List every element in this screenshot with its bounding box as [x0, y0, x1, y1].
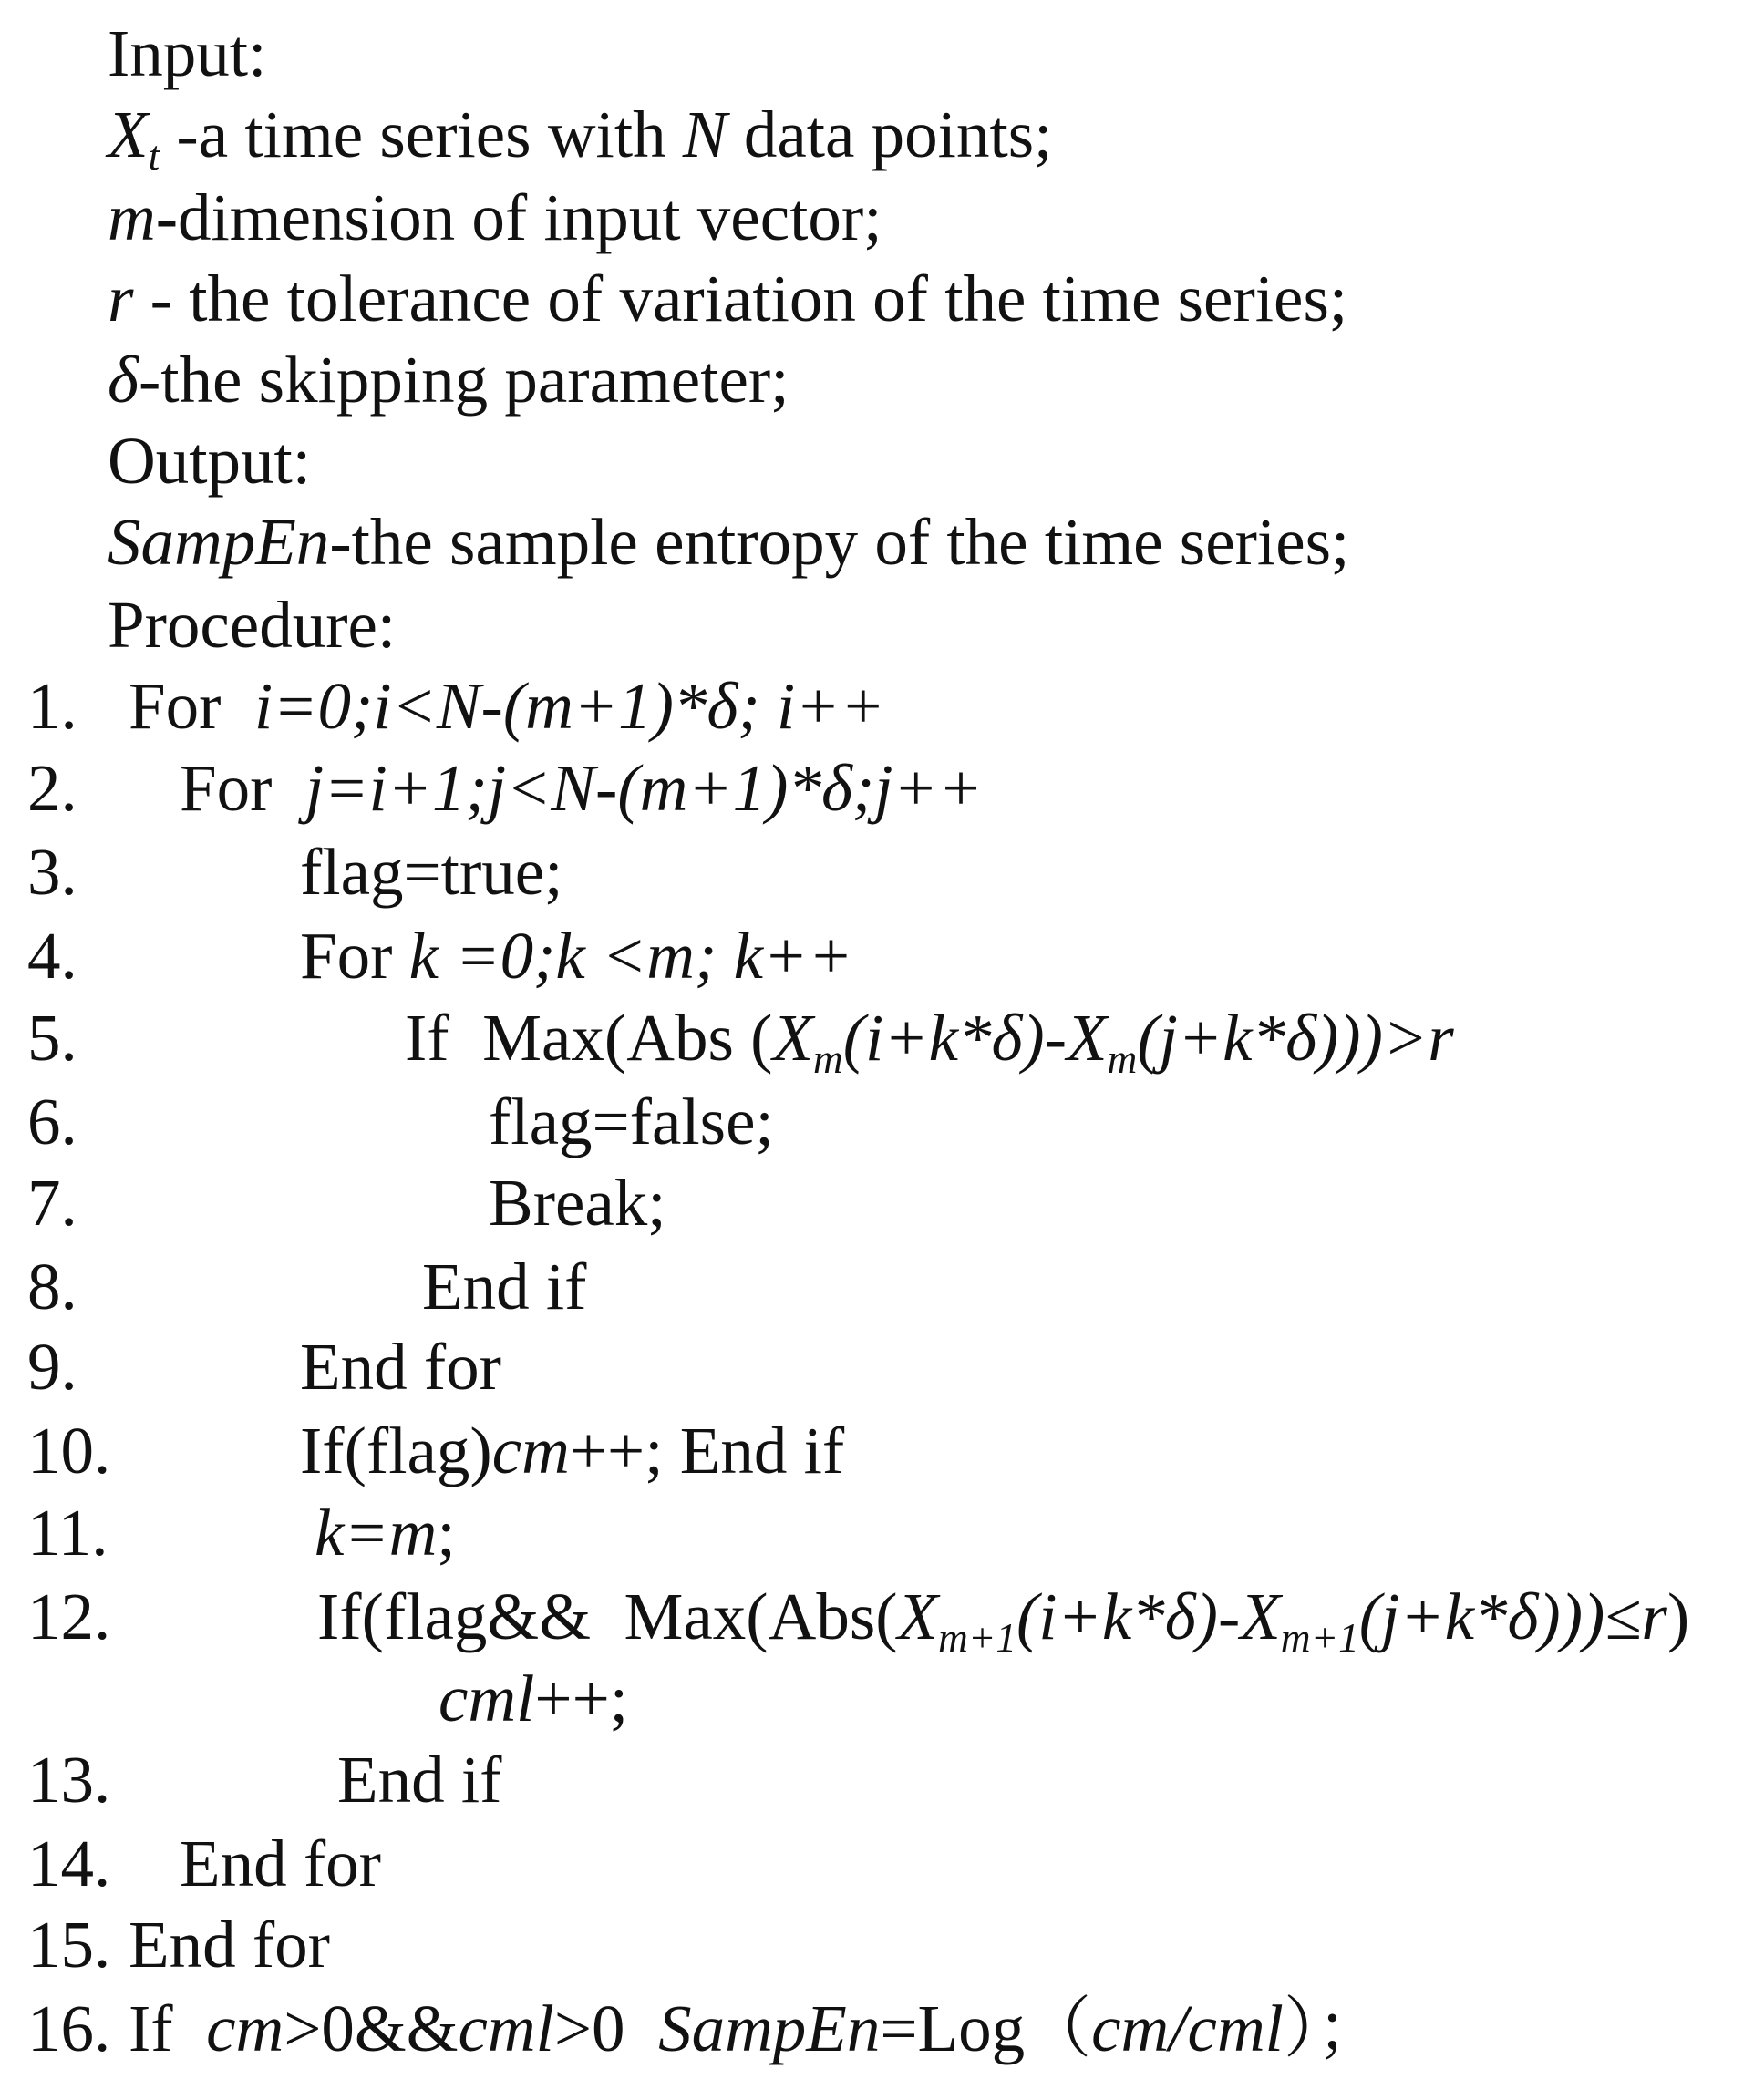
code-line-1 [129, 669, 885, 743]
punct: ）； [1283, 1992, 1384, 2065]
line-number: 14. [27, 1827, 111, 1900]
param-desc: -the skipping parameter; [138, 343, 789, 417]
code-line-6 [489, 1085, 774, 1158]
code-line-9 [300, 1330, 501, 1404]
expression: >0 [553, 1992, 659, 2065]
code-line-7 [489, 1166, 666, 1240]
line-number: 6. [27, 1085, 77, 1158]
symbol: X [772, 1001, 814, 1075]
line-number: 7. [27, 1166, 77, 1240]
code-line-13 [337, 1743, 502, 1817]
code-line-3 [300, 835, 563, 909]
expression: >0&& [284, 1992, 459, 2065]
symbol: r [1641, 1580, 1667, 1653]
line-number: 11. [27, 1496, 108, 1570]
statement: End if [422, 1250, 587, 1323]
input-label: Input: [108, 16, 267, 90]
param-m [108, 180, 882, 254]
param-symbol: r [108, 262, 134, 335]
output-heading [108, 424, 312, 498]
param-desc2: data points; [727, 98, 1053, 171]
line-number: 13. [27, 1743, 111, 1817]
expression: i=0;i<N-(m+1)*δ; i++ [253, 669, 885, 743]
variable: cml [438, 1662, 535, 1735]
line-number: 15. [27, 1908, 111, 1982]
symbol: X [897, 1580, 939, 1653]
keyword: If Max(Abs ( [405, 1001, 773, 1075]
code-line-4 [300, 919, 853, 993]
param-desc: - the tolerance of variation of the time series; [133, 262, 1348, 335]
code-line-12-cont [438, 1662, 629, 1735]
output-label: Output: [108, 424, 312, 498]
param-xt [108, 98, 1053, 180]
code-line-15 [129, 1908, 330, 1982]
statement: flag=true; [300, 835, 563, 909]
keyword: If(flag&& Max(Abs( [317, 1580, 898, 1653]
expression: k=m [315, 1496, 438, 1570]
symbol: r [1428, 1001, 1454, 1075]
line-number: 10. [27, 1414, 111, 1488]
expression: (j+k*δ)))> [1137, 1001, 1429, 1075]
code-line-8 [422, 1250, 587, 1323]
line-number: 2. [27, 751, 77, 825]
code-line-11 [315, 1496, 456, 1570]
output-symbol: SampEn [108, 505, 330, 579]
code-line-14 [180, 1827, 381, 1900]
line-number: 16. [27, 1992, 111, 2065]
param-desc: -dimension of input vector; [155, 180, 882, 254]
variable: cm/cml [1091, 1992, 1284, 2065]
statement: End for [180, 1827, 381, 1900]
statement: ++; End if [569, 1414, 845, 1488]
subscript: m [1107, 1036, 1138, 1083]
procedure-label: Procedure: [108, 588, 397, 662]
subscript: m+1 [1280, 1615, 1359, 1662]
line-number: 5. [27, 1001, 77, 1075]
statement: If(flag) [300, 1414, 492, 1488]
code-line-16 [129, 1992, 1384, 2065]
param-delta [108, 343, 789, 417]
statement: flag=false; [489, 1085, 774, 1158]
param-desc: -a time series with [160, 98, 683, 171]
code-line-10 [300, 1414, 845, 1488]
statement: Break; [489, 1166, 666, 1240]
output-desc: -the sample entropy of the time series; [329, 505, 1350, 579]
line-number: 1. [27, 669, 77, 743]
line-number: 9. [27, 1330, 77, 1404]
expression: j=i+1;j<N-(m+1)*δ;j++ [304, 751, 984, 825]
punct: ) [1666, 1580, 1690, 1653]
output-sampen [108, 505, 1350, 579]
variable: SampEn [658, 1992, 881, 2065]
param-symbol: X [108, 98, 149, 171]
line-number: 8. [27, 1250, 77, 1323]
variable: cml [458, 1992, 554, 2065]
input-heading [108, 16, 267, 90]
expression: k =0;k <m; k++ [408, 919, 853, 993]
punct: ; [437, 1496, 456, 1570]
subscript: m [813, 1036, 843, 1083]
line-number: 3. [27, 835, 77, 909]
expression: (i+k*δ)- [842, 1001, 1068, 1075]
line-number: 12. [27, 1580, 111, 1653]
procedure-heading [108, 588, 397, 662]
symbol: X [1240, 1580, 1281, 1653]
keyword: For [180, 751, 305, 825]
variable: cm [491, 1414, 570, 1488]
subscript: m+1 [938, 1615, 1016, 1662]
keyword: For [300, 919, 409, 993]
code-line-2 [180, 751, 984, 825]
keyword: For [129, 669, 254, 743]
line-number: 4. [27, 919, 77, 993]
expression: (i+k*δ)- [1016, 1580, 1241, 1653]
param-subscript: t [148, 133, 160, 180]
param-r [108, 262, 1348, 335]
code-line-12 [317, 1580, 1690, 1662]
statement: End for [300, 1330, 501, 1404]
param-symbol: δ [108, 343, 139, 417]
expression: =Log（ [880, 1992, 1092, 2065]
statement: End for [129, 1908, 330, 1982]
param-n: N [682, 98, 727, 171]
variable: cm [206, 1992, 284, 2065]
symbol: X [1067, 1001, 1108, 1075]
expression: (j+k*δ)))≤ [1358, 1580, 1642, 1653]
statement: ++; [534, 1662, 629, 1735]
code-line-5 [405, 1001, 1454, 1083]
param-symbol: m [108, 180, 156, 254]
statement: End if [337, 1743, 502, 1817]
keyword: If [129, 1992, 207, 2065]
